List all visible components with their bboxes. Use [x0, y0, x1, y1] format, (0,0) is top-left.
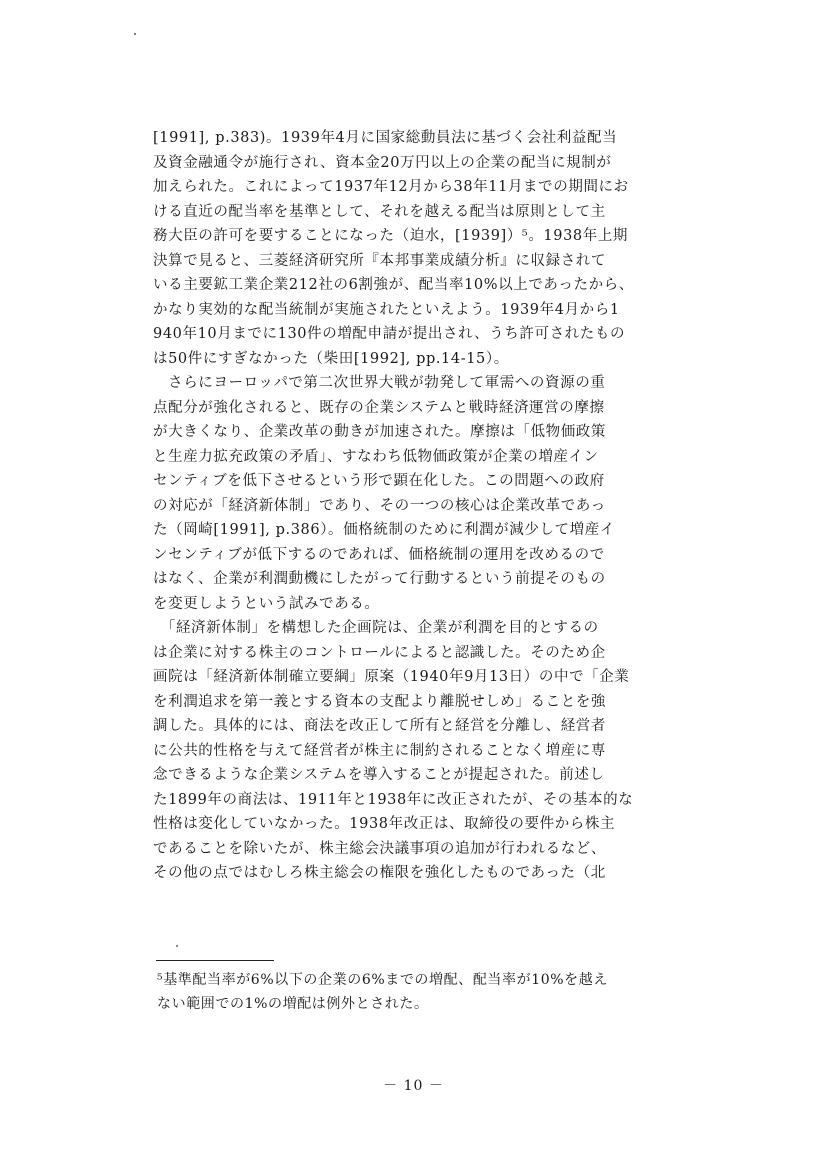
body-line: 「経済新体制」を構想した企画院は、企業が利潤を目的とするの [153, 620, 599, 636]
scan-speck [176, 945, 178, 947]
footnote-line: ⁵基準配当率が6%以下の企業の6%までの増配、配当率が10%を越え [157, 972, 608, 988]
body-line: いる主要鉱工業企業212社の6割強が、配当率10%以上であったから、 [153, 277, 634, 293]
body-line: と生産力拡充政策の矛盾」、すなわち低物価政策が企業の増産イン [153, 448, 599, 465]
body-line: が大きくなり、企業改革の動きが加速された。摩擦は「低物価政策 [153, 424, 606, 440]
body-line: を利潤追求を第一義とする資本の支配より離脱せしめ」ることを強 [153, 693, 606, 710]
body-line: ける直近の配当率を基準として、それを越える配当は原則として主 [153, 203, 606, 220]
body-line: は50件にすぎなかった（柴田[1992], pp.14-15）。 [153, 350, 509, 367]
body-line: 決算で見ると、三菱経済研究所『本邦事業成績分析』に収録されて [153, 252, 606, 269]
body-line: た1899年の商法は、1911年と1938年に改正されたが、その基本的な [153, 791, 634, 808]
body-line: 調した。具体的には、商法を改正して所有と経営を分離し、経営者 [153, 718, 606, 734]
body-line: を変更しようという試みである。 [153, 595, 380, 612]
body-line: の対応が「経済新体制」であり、その一つの核心は企業改革であっ [153, 497, 606, 514]
footnote [157, 968, 717, 1016]
body-line: その他の点ではむしろ株主総会の権限を強化したものであった（北 [153, 865, 606, 881]
body-line: 念できるような企業システムを導入することが提起された。前述し [153, 767, 605, 783]
body-line: かなり実効的な配当統制が実施されたといえよう。1939年4月から1 [153, 301, 620, 318]
body-line: 940年10月までに130件の増配申請が提出され、うち許可されたもの [153, 326, 626, 342]
body-line: 性格は変化していなかった。1938年改正は、取締役の要件から株主 [153, 816, 616, 832]
body-line: センティブを低下させるという形で顕在化した。この問題への政府 [153, 473, 605, 489]
body-line: [1991], p.383)。1939年4月に国家総動員法に基づく会社利益配当 [153, 130, 618, 146]
page-number: － 10 － [383, 1078, 444, 1094]
body-line: さらにヨーロッパで第二次世界大戦が勃発して軍需への資源の重 [153, 375, 606, 391]
body-text [153, 126, 713, 886]
body-line: ンセンティブが低下するのであれば、価格統制の運用を改めるので [153, 546, 605, 563]
body-line: はなく、企業が利潤動機にしたがって行動するという前提そのもの [153, 571, 606, 587]
body-line: 画院は「経済新体制確立要綱」原案（1940年9月13日）の中で「企業 [153, 669, 630, 685]
body-line: 及資金融通令が施行され、資本金20万円以上の企業の配当に規制が [153, 154, 612, 171]
scan-speck [134, 33, 136, 35]
footnote-rule [156, 960, 274, 961]
body-line: 務大臣の許可を要することになった（迫水，[1939]）⁵。1938年上期 [153, 228, 629, 244]
body-line: た（岡崎[1991], p.386）。価格統制のために利潤が減少して増産イ [153, 522, 615, 538]
body-line: 加えられた。これによって1937年12月から38年11月までの期間にお [153, 179, 629, 195]
body-line: であることを除いたが、株主総会決議事項の追加が行われるなど、 [153, 840, 606, 857]
footnote-line: ない範囲での1%の増配は例外とされた。 [157, 996, 429, 1012]
body-line: は企業に対する株主のコントロールによると認識した。そのため企 [153, 644, 606, 661]
body-line: 点配分が強化されると、既存の企業システムと戦時経済運営の摩擦 [153, 399, 605, 416]
body-line: に公共的性格を与えて経営者が株主に制約されることなく増産に専 [153, 742, 606, 759]
